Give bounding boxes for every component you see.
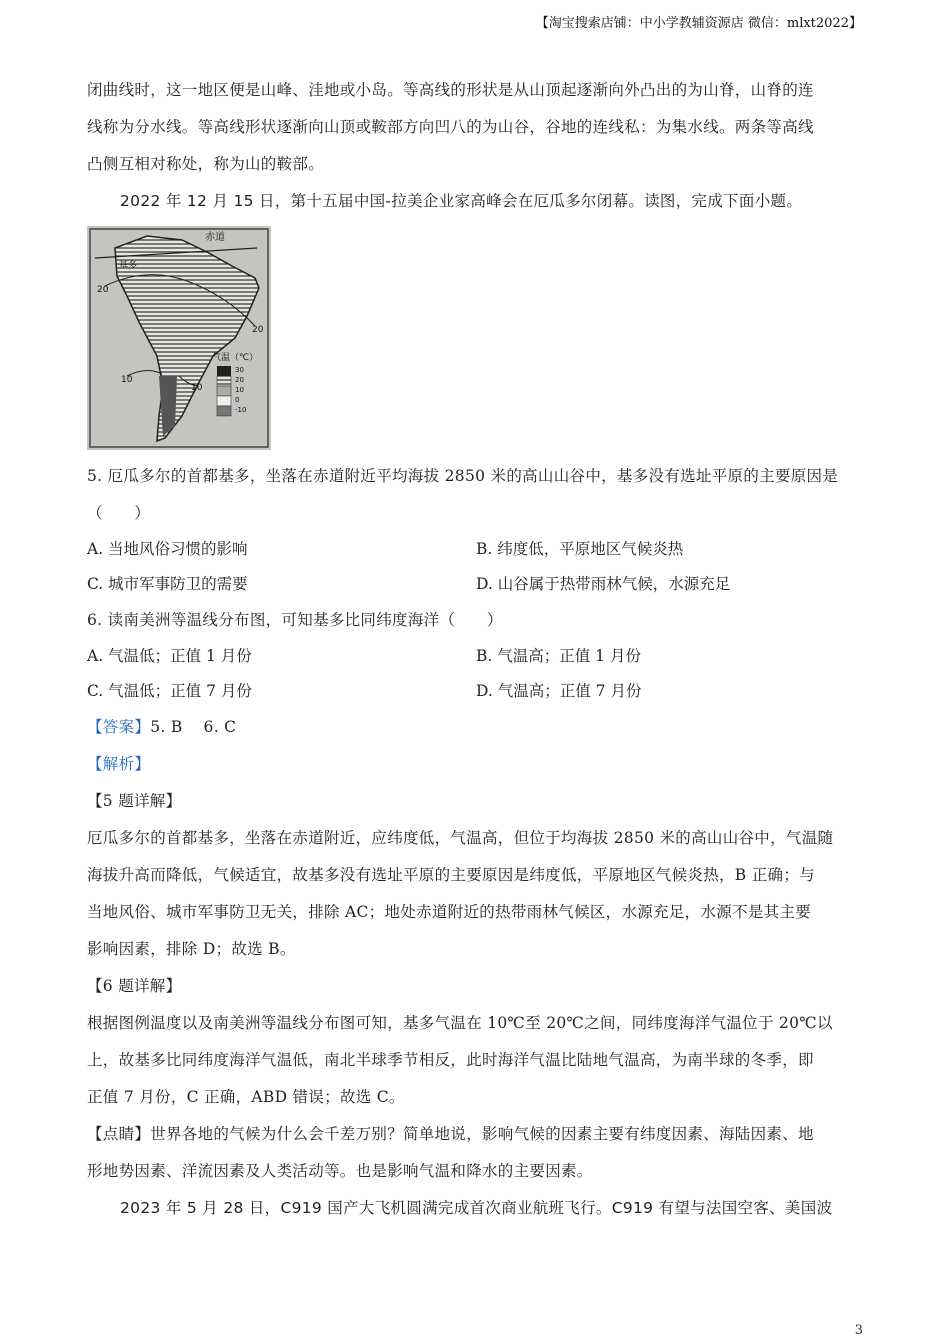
page-header: 【淘宝搜索店铺：中小学教辅资源店 微信：mlxt2022】 xyxy=(535,16,862,31)
equator-label: 赤道 xyxy=(205,232,225,243)
page-number: 3 xyxy=(854,1323,863,1338)
question-stem-1: 2022 年 12 月 15 日，第十五届中国-拉美企业家高峰会在厄瓜多尔闭幕。读图，完成下面小题。 xyxy=(120,192,803,210)
isotherm-label: 10 xyxy=(191,383,203,393)
legend-value: 20 xyxy=(235,376,244,384)
question-6-options xyxy=(87,639,865,709)
q5-option-a: A. 当地风俗习惯的影响 xyxy=(87,540,248,558)
q5-option-b: B. 纬度低，平原地区气候炎热 xyxy=(476,540,684,558)
question-6-stem: 6. 读南美洲等温线分布图，可知基多比同纬度海洋（ ） xyxy=(87,611,503,629)
question-5-options xyxy=(87,532,865,602)
legend-value: 10 xyxy=(235,386,244,394)
intro-line: 线称为分水线。等高线形状逐渐向山顶或鞍部方向凹八的为山谷，谷地的连线私：为集水线。两条等高线 xyxy=(87,118,814,136)
document-body xyxy=(87,72,865,1227)
detail-6-line: 上，故基多比同纬度海洋气温低，南北半球季节相反，此时海洋气温比陆地气温高，为南半球的冬季，即 xyxy=(87,1051,814,1069)
map-image xyxy=(87,226,271,450)
answer-line xyxy=(87,709,865,746)
quito-label: 基多 xyxy=(119,261,138,271)
detail-6-line: 根据图例温度以及南美洲等温线分布图可知，基多气温在 10℃至 20℃之间，同纬度海洋气温位于 20℃以 xyxy=(87,1014,833,1032)
tip-line: 形地势因素、洋流因素及人类活动等。也是影响气温和降水的主要因素。 xyxy=(87,1162,593,1180)
q5-option-d: D. 山谷属于热带雨林气候，水源充足 xyxy=(476,575,731,593)
detail-5-line: 影响因素，排除 D；故选 B。 xyxy=(87,940,296,958)
detail-6-line: 正值 7 月份，C 正确，ABD 错误；故选 C。 xyxy=(87,1088,405,1106)
legend-value: -10 xyxy=(235,406,247,414)
q6-option-b: B. 气温高；正值 1 月份 xyxy=(476,647,641,665)
intro-line: 闭曲线时，这一地区便是山峰、洼地或小岛。等高线的形状是从山顶起逐渐向外凸出的为山脊，山脊的连 xyxy=(87,81,814,99)
isotherm-label: 20 xyxy=(252,325,264,335)
answer-tag: 【答案】 xyxy=(87,718,151,736)
detail-5-title: 【5 题详解】 xyxy=(87,792,182,810)
analysis-tag: 【解析】 xyxy=(87,755,151,773)
isotherm-label: 20 xyxy=(97,285,109,295)
detail-6-title: 【6 题详解】 xyxy=(87,977,182,995)
intro-line: 凸侧互相对称处，称为山的鞍部。 xyxy=(87,155,325,173)
detail-5-line: 海拔升高而降低，气候适宜，故基多没有选址平原的主要原因是纬度低，平原地区气候炎热，B 正确；与 xyxy=(87,866,815,884)
question-stem-2: 2023 年 5 月 28 日，C919 国产大飞机圆满完成首次商业航班飞行。C919 有望与法国空客、美国波 xyxy=(120,1199,833,1217)
q6-option-d: D. 气温高；正值 7 月份 xyxy=(476,682,642,700)
isotherm-label: 10 xyxy=(121,375,133,385)
question-5-bracket: （ ） xyxy=(87,504,151,522)
detail-5-line: 当地风俗、城市军事防卫无关，排除 AC；地处赤道附近的热带雨林气候区，水源充足，水源不是其主要 xyxy=(87,903,812,921)
q5-option-c: C. 城市军事防卫的需要 xyxy=(87,575,248,593)
answer-text: 5. B 6. C xyxy=(150,718,237,736)
legend-title: 气温（℃） xyxy=(212,353,259,363)
tip-line: 【点睛】世界各地的气候为什么会千差万别？简单地说，影响气候的因素主要有纬度因素、海陆因素、地 xyxy=(87,1125,814,1143)
q6-option-c: C. 气温低；正值 7 月份 xyxy=(87,682,252,700)
question-5-stem: 5. 厄瓜多尔的首都基多，坐落在赤道附近平均海拔 2850 米的高山山谷中，基多没有选址平原的主要原因是 xyxy=(87,467,839,485)
south-america-isotherm-map xyxy=(87,226,271,450)
legend-value: 30 xyxy=(235,366,244,374)
legend-value: 0 xyxy=(235,396,240,404)
detail-5-line: 厄瓜多尔的首都基多，坐落在赤道附近，应纬度低，气温高，但位于均海拔 2850 米的高山山谷中，气温随 xyxy=(87,829,834,847)
q6-option-a: A. 气温低；正值 1 月份 xyxy=(87,647,252,665)
